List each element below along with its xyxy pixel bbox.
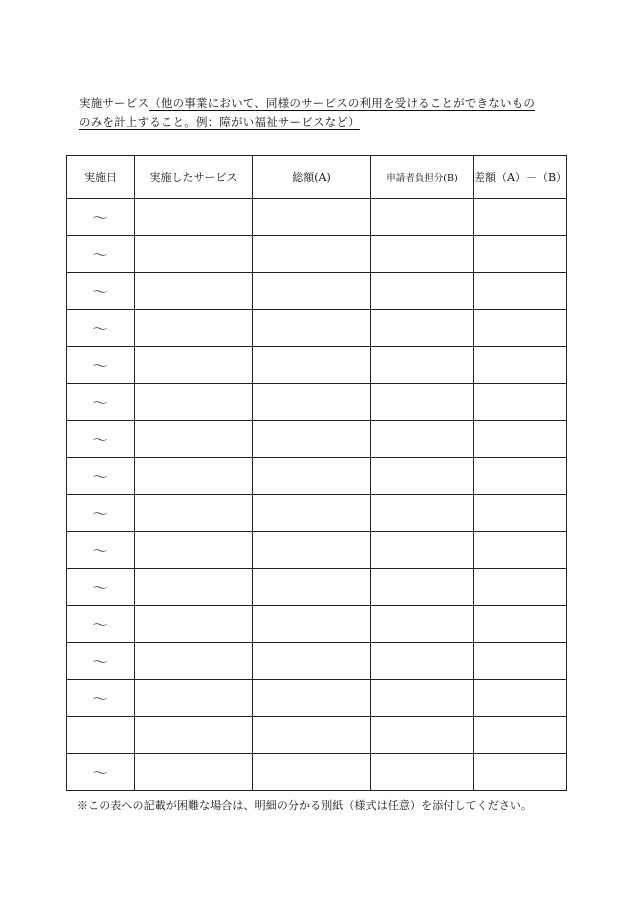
date-cell[interactable] (67, 754, 135, 791)
service-cell[interactable] (135, 717, 253, 754)
header-total-a: 総額(A) (253, 156, 371, 199)
table-row (67, 643, 567, 680)
total-a-cell[interactable] (253, 532, 371, 569)
applicant-share-b-cell[interactable] (371, 384, 474, 421)
table-row (67, 495, 567, 532)
table-body (67, 199, 567, 791)
date-cell[interactable] (67, 717, 135, 754)
table-row (67, 347, 567, 384)
total-a-cell[interactable] (253, 273, 371, 310)
service-cell[interactable] (135, 754, 253, 791)
date-range-separator: ～ (92, 247, 109, 262)
total-a-cell[interactable] (253, 421, 371, 458)
date-range-separator: ～ (92, 654, 109, 669)
applicant-share-b-cell[interactable] (371, 754, 474, 791)
date-cell[interactable] (67, 236, 135, 273)
difference-cell[interactable] (474, 495, 567, 532)
difference-cell[interactable] (474, 421, 567, 458)
service-cell[interactable] (135, 347, 253, 384)
applicant-share-b-cell[interactable] (371, 273, 474, 310)
difference-cell[interactable] (474, 606, 567, 643)
date-cell[interactable] (67, 532, 135, 569)
applicant-share-b-cell[interactable] (371, 421, 474, 458)
date-cell[interactable] (67, 199, 135, 236)
table-row (67, 569, 567, 606)
date-cell[interactable] (67, 606, 135, 643)
total-a-cell[interactable] (253, 717, 371, 754)
header-date: 実施日 (67, 156, 135, 199)
table-row (67, 273, 567, 310)
date-range-separator: ～ (92, 580, 109, 595)
header-applicant-share-b: 申請者負担分(B) (371, 156, 474, 199)
heading-prefix: 実施サービス (79, 96, 150, 110)
service-cell[interactable] (135, 273, 253, 310)
total-a-cell[interactable] (253, 495, 371, 532)
date-range-separator: ～ (92, 358, 109, 373)
total-a-cell[interactable] (253, 347, 371, 384)
applicant-share-b-cell[interactable] (371, 495, 474, 532)
date-range-separator: ～ (92, 395, 109, 410)
service-cell[interactable] (135, 458, 253, 495)
difference-cell[interactable] (474, 569, 567, 606)
difference-cell[interactable] (474, 273, 567, 310)
service-cell[interactable] (135, 384, 253, 421)
service-cell[interactable] (135, 236, 253, 273)
table-header-row (67, 156, 567, 199)
table-row (67, 458, 567, 495)
difference-cell[interactable] (474, 384, 567, 421)
difference-cell[interactable] (474, 310, 567, 347)
date-range-separator: ～ (92, 617, 109, 632)
date-cell[interactable] (67, 569, 135, 606)
header-service: 実施したサービス (135, 156, 253, 199)
difference-cell[interactable] (474, 532, 567, 569)
date-cell[interactable] (67, 680, 135, 717)
date-range-separator: ～ (92, 284, 109, 299)
difference-cell[interactable] (474, 643, 567, 680)
service-cell[interactable] (135, 569, 253, 606)
total-a-cell[interactable] (253, 754, 371, 791)
table-row (67, 532, 567, 569)
difference-cell[interactable] (474, 717, 567, 754)
date-cell[interactable] (67, 273, 135, 310)
date-range-separator: ～ (92, 543, 109, 558)
date-cell[interactable] (67, 310, 135, 347)
service-cell[interactable] (135, 199, 253, 236)
difference-cell[interactable] (474, 199, 567, 236)
total-a-cell[interactable] (253, 606, 371, 643)
date-range-separator: ～ (92, 432, 109, 447)
applicant-share-b-cell[interactable] (371, 680, 474, 717)
table-row (67, 384, 567, 421)
date-cell[interactable] (67, 384, 135, 421)
heading-condition-line1: （他の事業において、同様のサービスの利用を受けることができないもの (149, 96, 536, 110)
service-cell[interactable] (135, 606, 253, 643)
service-cell[interactable] (135, 680, 253, 717)
date-range-separator: ～ (92, 506, 109, 521)
applicant-share-b-cell[interactable] (371, 532, 474, 569)
difference-cell[interactable] (474, 347, 567, 384)
difference-cell[interactable] (474, 236, 567, 273)
section-heading (79, 94, 559, 132)
footnote: ※この表への記載が困難な場合は、明細の分かる別紙（様式は任意）を添付してください。 (77, 799, 533, 812)
total-a-cell[interactable] (253, 310, 371, 347)
date-cell[interactable] (67, 458, 135, 495)
date-cell[interactable] (67, 495, 135, 532)
service-cell[interactable] (135, 421, 253, 458)
service-cell[interactable] (135, 532, 253, 569)
table-row (67, 421, 567, 458)
date-cell[interactable] (67, 643, 135, 680)
difference-cell[interactable] (474, 458, 567, 495)
date-range-separator: ～ (92, 210, 109, 225)
applicant-share-b-cell[interactable] (371, 310, 474, 347)
total-a-cell[interactable] (253, 643, 371, 680)
table-row (67, 680, 567, 717)
total-a-cell[interactable] (253, 569, 371, 606)
header-difference: 差額（A）－（B） (474, 156, 567, 199)
date-range-separator: ～ (92, 321, 109, 336)
table-row (67, 717, 567, 754)
service-table (66, 155, 567, 791)
applicant-share-b-cell[interactable] (371, 606, 474, 643)
applicant-share-b-cell[interactable] (371, 199, 474, 236)
date-cell[interactable] (67, 421, 135, 458)
service-cell[interactable] (135, 310, 253, 347)
table-row (67, 606, 567, 643)
total-a-cell[interactable] (253, 384, 371, 421)
total-a-cell[interactable] (253, 199, 371, 236)
applicant-share-b-cell[interactable] (371, 236, 474, 273)
table-row (67, 236, 567, 273)
service-cell[interactable] (135, 643, 253, 680)
difference-cell[interactable] (474, 680, 567, 717)
table-row (67, 310, 567, 347)
date-range-separator: ～ (92, 691, 109, 706)
applicant-share-b-cell[interactable] (371, 347, 474, 384)
applicant-share-b-cell[interactable] (371, 569, 474, 606)
total-a-cell[interactable] (253, 236, 371, 273)
service-cell[interactable] (135, 495, 253, 532)
applicant-share-b-cell[interactable] (371, 458, 474, 495)
date-cell[interactable] (67, 347, 135, 384)
applicant-share-b-cell[interactable] (371, 643, 474, 680)
total-a-cell[interactable] (253, 680, 371, 717)
difference-cell[interactable] (474, 754, 567, 791)
total-a-cell[interactable] (253, 458, 371, 495)
date-range-separator: ～ (92, 469, 109, 484)
table-row (67, 199, 567, 236)
heading-condition-line2: のみを計上すること。例：障がい福祉サービスなど） (79, 115, 360, 129)
table-row (67, 754, 567, 791)
applicant-share-b-cell[interactable] (371, 717, 474, 754)
date-range-separator: ～ (92, 765, 109, 780)
